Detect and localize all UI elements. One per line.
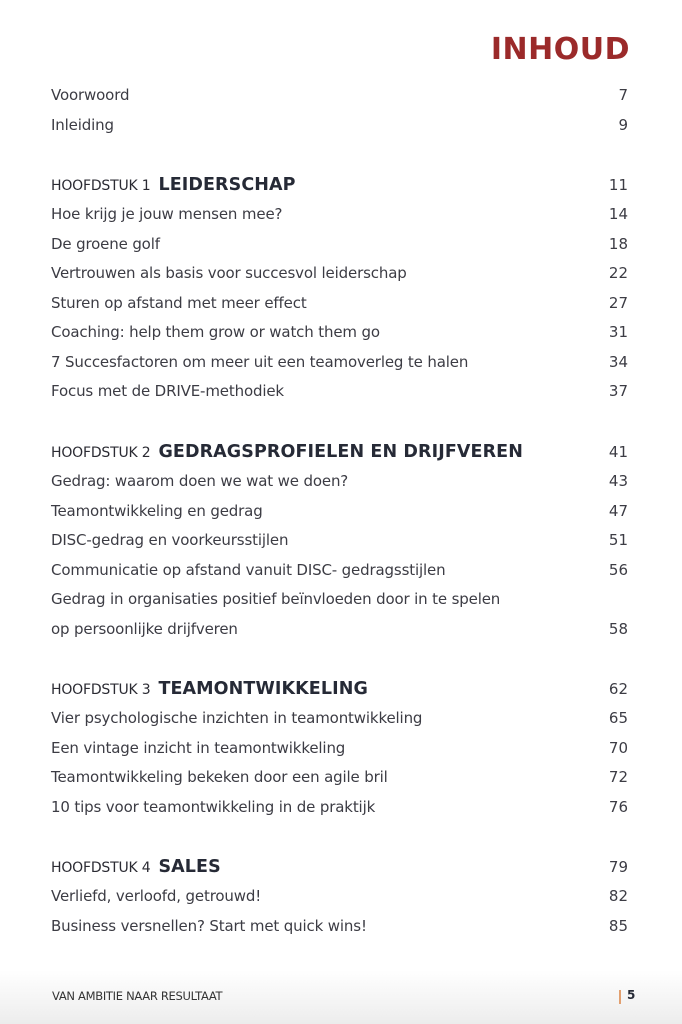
- toc-entry[interactable]: [51, 466, 628, 496]
- footer-book-title: VAN AMBITIE NAAR RESULTAAT: [52, 989, 223, 1003]
- toc-entry-page: 43: [608, 472, 628, 490]
- toc-entry-label: Teamontwikkeling en gedrag: [51, 502, 263, 520]
- toc-entry-page: 31: [608, 323, 628, 341]
- toc-entry[interactable]: [51, 614, 628, 644]
- toc-entry-page: 85: [608, 917, 628, 935]
- toc-entry-label: Voorwoord: [51, 86, 130, 104]
- chapter-prefix: HOOFDSTUK 1: [51, 178, 151, 194]
- chapter-title: GEDRAGSPROFIELEN EN DRIJFVEREN: [158, 442, 523, 462]
- toc-entry-label: 10 tips voor teamontwikkeling in de praktijk: [51, 798, 376, 816]
- toc-entry-label: Verliefd, verloofd, getrouwd!: [51, 887, 262, 905]
- toc-entry-page: 14: [608, 205, 628, 223]
- toc-entry-label: Gedrag in organisaties positief beïnvloeden door in te spelen: [51, 590, 501, 608]
- toc-entry[interactable]: [51, 703, 628, 733]
- toc-entry-label: Teamontwikkeling bekeken door een agile bril: [51, 768, 388, 786]
- toc-entry-page: 51: [608, 531, 628, 549]
- chapter-page: 11: [608, 176, 628, 194]
- chapter-prefix: HOOFDSTUK 4: [51, 860, 151, 876]
- toc-entry-page: 56: [608, 561, 628, 579]
- toc-entry-label: op persoonlijke drijfveren: [51, 620, 238, 638]
- toc-entry-page: 22: [608, 264, 628, 282]
- toc-entry[interactable]: [51, 525, 628, 555]
- toc-entry[interactable]: [51, 792, 628, 822]
- chapter-prefix: HOOFDSTUK 3: [51, 682, 151, 698]
- toc-entry-label: Communicatie op afstand vanuit DISC- gedragsstijlen: [51, 561, 446, 579]
- chapter-heading-4[interactable]: [51, 852, 628, 882]
- chapter-title: SALES: [158, 857, 221, 877]
- footer-divider: [619, 990, 621, 1004]
- toc-entry[interactable]: [51, 288, 628, 318]
- toc-entry-label: Vertrouwen als basis voor succesvol leiderschap: [51, 264, 407, 282]
- toc-entry-page: 70: [608, 739, 628, 757]
- toc-entry[interactable]: [51, 229, 628, 259]
- toc-entry[interactable]: [51, 376, 628, 406]
- toc-entry-page: 18: [608, 235, 628, 253]
- toc-entry[interactable]: [51, 555, 628, 585]
- toc-entry-label: Vier psychologische inzichten in teamontwikkeling: [51, 709, 423, 727]
- toc-entry-label: Gedrag: waarom doen we wat we doen?: [51, 472, 349, 490]
- toc-entry[interactable]: [51, 881, 628, 911]
- toc-entry-page: 58: [608, 620, 628, 638]
- toc-entry-label: Coaching: help them grow or watch them go: [51, 323, 380, 341]
- toc-entry[interactable]: [51, 911, 628, 941]
- toc-entry-label: Sturen op afstand met meer effect: [51, 294, 307, 312]
- toc-entry-page: 65: [608, 709, 628, 727]
- toc-entry-label: Hoe krijg je jouw mensen mee?: [51, 205, 283, 223]
- chapter-title: LEIDERSCHAP: [158, 175, 296, 195]
- toc-entry-label: Een vintage inzicht in teamontwikkeling: [51, 739, 346, 757]
- toc-entry[interactable]: [51, 762, 628, 792]
- chapter-page: 79: [608, 858, 628, 876]
- toc-entry-page: 9: [618, 116, 628, 134]
- toc-entry-label: Focus met de DRIVE-methodiek: [51, 382, 284, 400]
- toc-entry-page: 7: [618, 86, 628, 104]
- chapter-title: TEAMONTWIKKELING: [158, 679, 368, 699]
- toc-entry-page: 34: [608, 353, 628, 371]
- toc-entry[interactable]: [51, 199, 628, 229]
- chapter-prefix: HOOFDSTUK 2: [51, 445, 151, 461]
- toc-entry-page: 37: [608, 382, 628, 400]
- chapter-page: 62: [608, 680, 628, 698]
- page-title: INHOUD: [490, 32, 630, 67]
- toc-entry[interactable]: [51, 317, 628, 347]
- toc-entry[interactable]: [51, 733, 628, 763]
- chapter-page: 41: [608, 443, 628, 461]
- toc-entry-page: 72: [608, 768, 628, 786]
- chapter-heading-2[interactable]: [51, 437, 628, 467]
- toc-entry-page: 47: [608, 502, 628, 520]
- chapter-heading-3[interactable]: [51, 674, 628, 704]
- page-footer: [0, 970, 682, 1024]
- toc-entry-label: Inleiding: [51, 116, 114, 134]
- toc-entry-label: DISC-gedrag en voorkeursstijlen: [51, 531, 289, 549]
- toc-entry-voorwoord[interactable]: [51, 80, 628, 110]
- toc-entry-page: 27: [608, 294, 628, 312]
- toc-entry-inleiding[interactable]: [51, 110, 628, 140]
- toc-entry[interactable]: [51, 496, 628, 526]
- chapter-heading-1[interactable]: [51, 170, 628, 200]
- toc-entry-label: De groene golf: [51, 235, 160, 253]
- toc-entry[interactable]: [51, 347, 628, 377]
- toc-entry-label: 7 Succesfactoren om meer uit een teamoverleg te halen: [51, 353, 469, 371]
- toc-entry[interactable]: [51, 258, 628, 288]
- toc-entry-label: Business versnellen? Start met quick wins!: [51, 917, 367, 935]
- toc-entry-page: 76: [608, 798, 628, 816]
- toc-entry[interactable]: [51, 584, 628, 614]
- footer-page-number: 5: [627, 988, 636, 1002]
- toc-entry-page: 82: [608, 887, 628, 905]
